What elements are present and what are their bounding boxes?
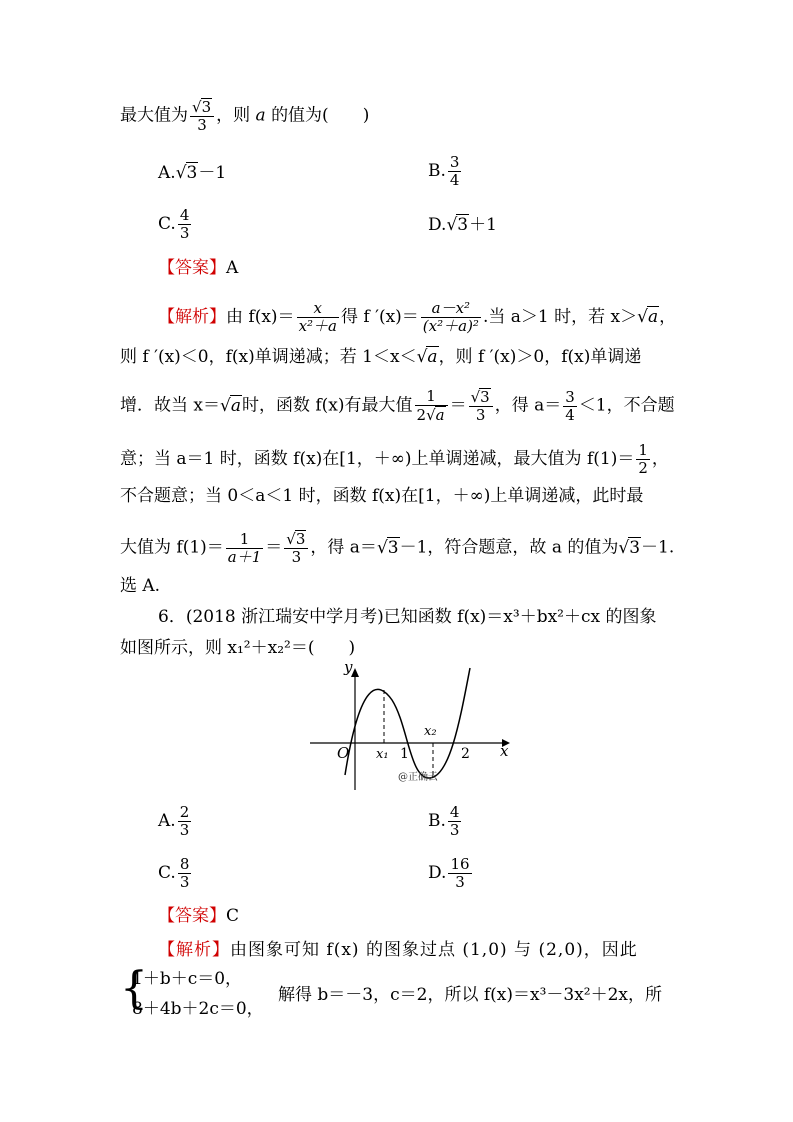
q6-answer: [158, 906, 718, 926]
q5-a1-frac2-den: (x²＋a)²: [422, 317, 479, 335]
q5-answer-value: A: [226, 258, 239, 278]
q6-option-a: [158, 804, 193, 839]
q5-a4-frac-num: 1: [638, 441, 648, 459]
y-axis-label: y: [344, 660, 353, 676]
q5-a4-end: ，: [651, 449, 669, 469]
q5-answer-tag: 【答案】: [158, 258, 226, 278]
q6-option-c-num: 8: [179, 855, 190, 873]
q6-a1-text: 由图象可知 f(x) 的图象过点 (1,0) 与 (2,0)，因此: [230, 940, 638, 960]
q6-analysis-tag: 【解析】: [158, 940, 230, 960]
q5-a1-frac-den: x²＋a: [298, 317, 337, 335]
q6-option-b: [428, 804, 463, 839]
q5-option-c-label: C.: [158, 214, 176, 234]
q6-option-b-num: 4: [449, 803, 460, 821]
watermark: @正确云: [398, 772, 438, 783]
q5-a2-end: ，则 f ′(x)＞0，f(x)单调递: [438, 347, 642, 367]
q5-a2-sqrt: a: [427, 347, 438, 367]
q5-stem-frac-num: 3: [201, 98, 212, 116]
q5-a6-sqrt2: 3: [629, 537, 641, 558]
q6-option-d-label: D.: [428, 863, 447, 883]
tick-label-1: 1: [400, 746, 409, 762]
q5-analysis-tag: 【解析】: [158, 307, 226, 327]
q5-stem-fraction: $\frac{√3}{3}$: [190, 98, 214, 134]
q5-option-c-num: 4: [179, 206, 190, 224]
q5-a3-frac-den-pre: 2: [416, 406, 427, 424]
q5-a3-mid2: ，得 a＝: [494, 395, 562, 416]
tick-label-2: 2: [461, 746, 470, 762]
q5-a3-frac2-num: 3: [480, 388, 490, 406]
q6-answer-value: C: [226, 906, 240, 926]
q6-option-a-label: A.: [158, 811, 176, 831]
q5-a3-frac-num: 1: [415, 388, 448, 406]
q5-a6-frac2-num: 3: [295, 530, 306, 548]
q5-option-d-label: D.: [428, 215, 447, 235]
q6-system-eq-2: 8＋4b＋2c＝0，: [132, 999, 264, 1019]
q5-a6-eq: ＝: [265, 537, 283, 558]
q5-a3-frac-den-sqrt: a: [435, 406, 445, 424]
q5-a3-frac2-den: 3: [475, 406, 486, 424]
q5-stem-suffix: ，则: [216, 105, 251, 126]
q5-option-b-den: 4: [449, 171, 460, 189]
x1-label: x₁: [376, 747, 389, 762]
q5-option-a-tail: －1: [198, 163, 227, 183]
q6-option-c: [158, 856, 193, 891]
q6-option-a-den: 3: [179, 821, 190, 839]
q6-option-c-den: 3: [179, 873, 190, 891]
q5-a1-sqrt: a: [647, 307, 659, 327]
x-axis-label: x: [500, 742, 509, 760]
q5-a6-start: 大值为 f(1)＝: [120, 537, 224, 558]
q5-a3-mid: 时，函数 f(x)有最大值: [241, 395, 413, 416]
q5-stem-frac-den: 3: [197, 116, 207, 134]
q5-a3-frac3-den: 4: [565, 405, 575, 424]
q5-option-c-den: 3: [179, 224, 190, 242]
q5-a3-frac3-num: 3: [565, 387, 575, 406]
q5-option-d: D.√3＋1: [428, 215, 497, 235]
q6-option-b-den: 3: [449, 821, 460, 839]
q5-analysis-line-3: 增．故当 x＝√a时，函数 f(x)有最大值 $\frac{1}{2√a}$ ＝ $\frac{√3}{3}$ ，得 a＝ $\frac{3}{4}$ ＜1，不合题: [120, 387, 675, 424]
system-brace: {: [120, 963, 148, 1014]
q5-option-d-value: 3: [457, 215, 469, 235]
q6-option-d-num: 16: [450, 855, 470, 873]
q5-analysis-line-5: 不合题意；当 0＜a＜1 时，函数 f(x)在[1，＋∞)上单调递减，此时最: [120, 486, 644, 506]
q6-stem-line-2: 如图所示，则 x₁²＋x₂²＝( ): [120, 638, 356, 658]
q6-option-d-den: 3: [455, 873, 465, 891]
q5-stem-prefix: 最大值为: [120, 105, 188, 126]
q5-option-d-tail: ＋1: [469, 215, 497, 235]
q5-a1-tail: ，: [659, 307, 677, 327]
q6-option-d: [428, 856, 474, 891]
q5-option-b-num: 3: [449, 153, 460, 171]
q6-function-graph: [300, 660, 520, 795]
q5-a1-end: .当 a＞1 时，若 x＞: [482, 307, 638, 327]
q5-analysis-line-1: 【解析】由 f(x)＝ $\frac{x}{\text{x²＋a}}$ 得 f ′(x)＝ $\frac{\text{a－x²}}{\text{(x²＋a)²}}$ .当 a＞1 时，若 x＞√a，: [158, 299, 677, 335]
q5-a1-mid: 得 f ′(x)＝: [340, 307, 419, 327]
q5-option-a: A.√3－1: [158, 163, 227, 183]
q5-answer: [158, 258, 718, 278]
q5-option-a-label: A.: [158, 163, 176, 183]
q5-a4-frac-den: 2: [638, 459, 648, 477]
q5-a1-frac-num: x: [297, 300, 339, 318]
q5-stem-end: 的值为( ): [271, 105, 370, 126]
q5-a2-start: 则 f ′(x)＜0，f(x)单调递减；若 1＜x＜: [120, 347, 417, 367]
q6-stem-line-1: 6．(2018 浙江瑞安中学月考)已知函数 f(x)＝x³＋bx²＋cx 的图象: [158, 607, 657, 627]
q6-analysis-line-1: [158, 940, 718, 960]
q6-option-b-label: B.: [428, 811, 446, 831]
q6-option-a-num: 2: [179, 803, 190, 821]
q5-a6-end: －1.: [641, 537, 675, 558]
q6-system-eq-1: 1＋b＋c＝0，: [132, 969, 243, 989]
q5-analysis-line-6: 大值为 f(1)＝ $\frac{1}{a+1}$ ＝ $\frac{√3}{3}$ ，得 a＝√3－1，符合题意，故 a 的值为√3－1.: [120, 529, 675, 566]
q5-stem-var: a: [255, 105, 266, 126]
q5-a3-sqrt: a: [230, 395, 241, 416]
q5-a6-sqrt: 3: [387, 537, 399, 558]
x2-label: x₂: [424, 724, 437, 739]
q5-a6-mid: ，得 a＝: [310, 537, 377, 558]
q5-a6-frac-den: a＋1: [227, 547, 262, 566]
q5-a6-frac-num: 1: [226, 531, 264, 549]
q5-option-c: [158, 207, 193, 242]
q5-a3-start: 增．故当 x＝: [120, 395, 220, 416]
q6-answer-tag: 【答案】: [158, 906, 226, 926]
q6-option-c-label: C.: [158, 863, 176, 883]
origin-label: O: [337, 744, 350, 762]
q5-option-b: [428, 154, 463, 189]
q5-analysis-line-4: [120, 442, 680, 477]
q5-a3-end: ＜1，不合题: [578, 395, 675, 416]
q5-a4-start: 意；当 a＝1 时，函数 f(x)在[1，＋∞)上单调递减，最大值为 f(1)＝: [120, 449, 635, 469]
q5-a1-text: 由 f(x)＝: [226, 307, 295, 327]
q5-a6-frac2-den: 3: [291, 548, 302, 566]
q5-a6-mid2: －1，符合题意，故 a 的值为: [399, 537, 619, 558]
q6-analysis-line-2: 解得 b＝－3，c＝2，所以 f(x)＝x³－3x²＋2x，所: [278, 985, 663, 1005]
q5-a1-frac2-num: a－x²: [421, 300, 481, 318]
q5-analysis-line-7: 选 A.: [120, 576, 161, 596]
q5-option-b-label: B.: [428, 161, 446, 181]
q5-a3-eq: ＝: [449, 395, 467, 416]
q5-analysis-line-2: 则 f ′(x)＜0，f(x)单调递减；若 1＜x＜√a，则 f ′(x)＞0，f(x)单调递: [120, 347, 642, 367]
q5-stem: [120, 98, 680, 134]
q5-option-a-value: 3: [186, 163, 198, 183]
